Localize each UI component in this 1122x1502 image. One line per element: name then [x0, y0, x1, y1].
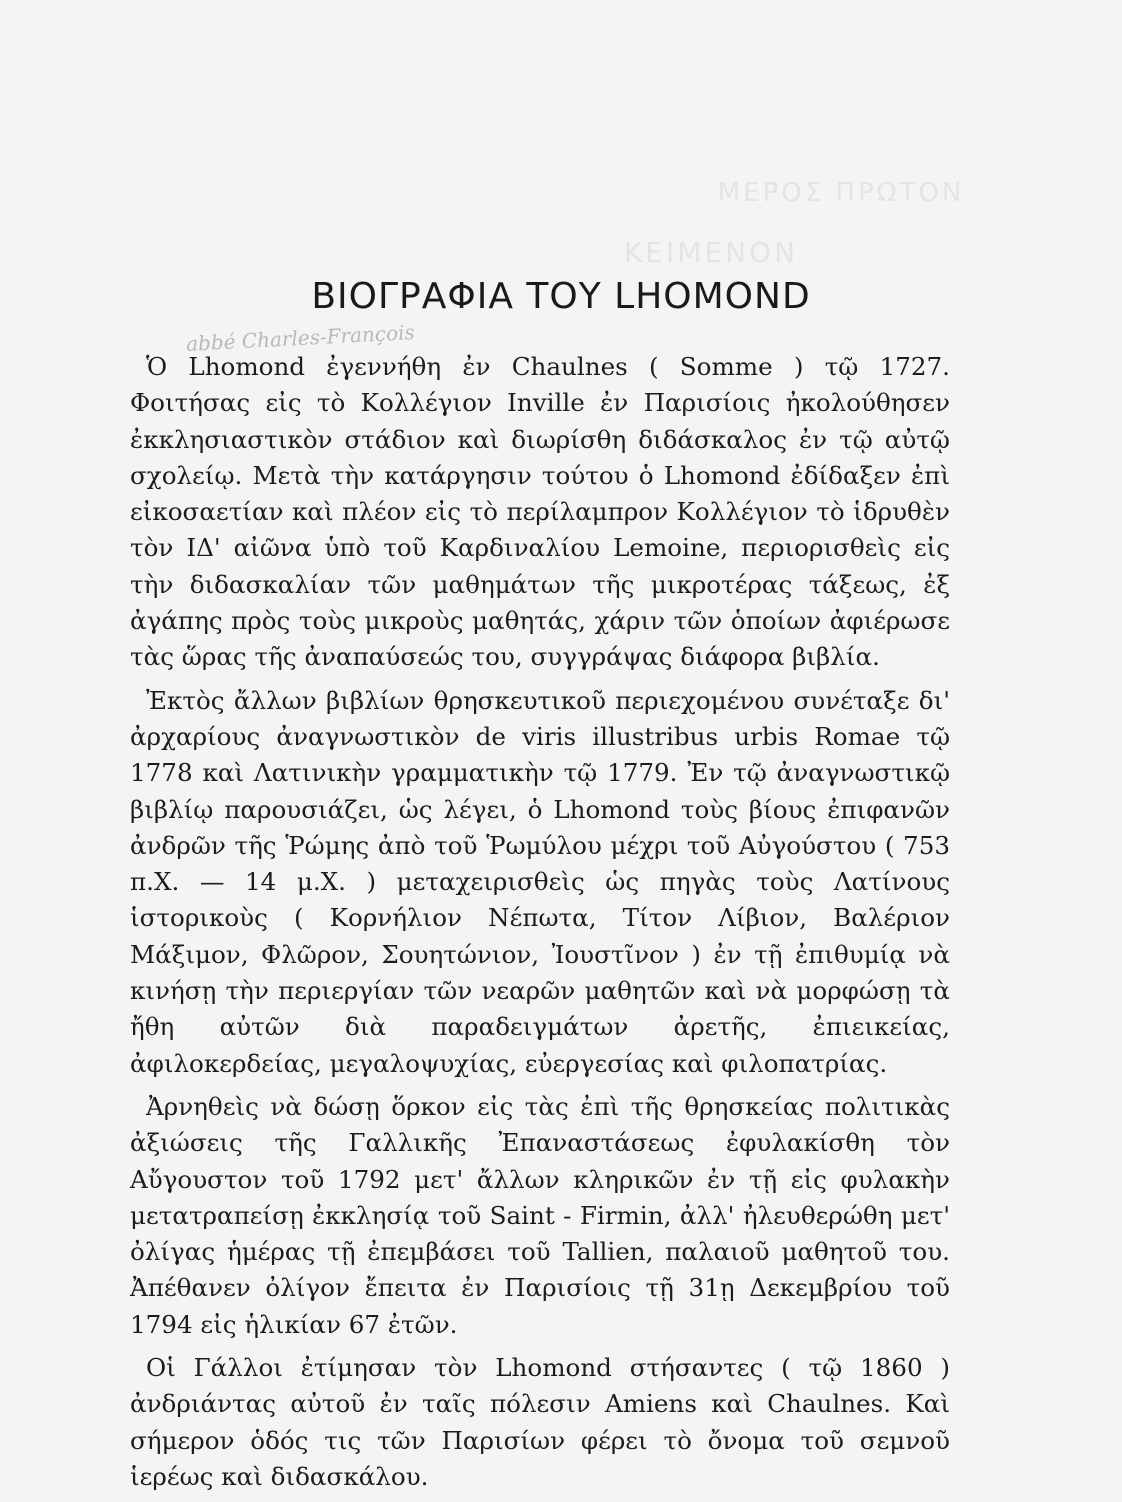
paragraph-legacy: Οἱ Γάλλοι ἐτίμησαν τὸν Lhomond στήσαντες ( τῷ 1860 ) ἀνδριάντας αὐτοῦ ἐν ταῖς πόλεσιν Amiens καὶ Chaulnes. Καὶ σήμερον ὁδός τις τῶν Παρισίων φέρει τὸ ὄνομα τοῦ σεμνοῦ ἱερέως καὶ διδασκάλου.: [130, 1353, 950, 1491]
bleed-through-subheading: ΚΕΙΜΕΝΟΝ: [623, 236, 799, 269]
page-title: ΒΙΟΓΡΑΦΙΑ ΤΟΥ LHOMOND: [311, 276, 811, 317]
paragraph-works: Ἐκτὸς ἄλλων βιβλίων θρησκευτικοῦ περιεχομένου συνέταξε δι' ἀρχαρίους ἀναγνωστικὸν de viris illustribus urbis Romae τῷ 1778 καὶ Λατινικὴν γραμματικὴν τῷ 1779. Ἐν τῷ ἀναγνωστικῷ βιβλίῳ παρουσιάζει, ὡς λέγει, ὁ Lhomond τοὺς βίους ἐπιφανῶν ἀνδρῶν τῆς Ῥώμης ἀπὸ τοῦ Ῥωμύλου μέχρι τοῦ Αὐγούστου ( 753 π.Χ. — 14 μ.Χ. ) μεταχειρισθεὶς ὡς πηγὰς τοὺς Λατίνους ἱστορικοὺς ( Κορνήλιον Νέπωτα, Τίτον Λίβιον, Βαλέριον Μάξιμον, Φλῶρον, Σουητώνιον, Ἰουστῖνον ) ἐν τῇ ἐπιθυμίᾳ νὰ κινήσῃ τὴν περιεργίαν τῶν νεαρῶν μαθητῶν καὶ νὰ μορφώσῃ τὰ ἤθη αὐτῶν διὰ παραδειγμάτων ἀρετῆς, ἐπιεικείας, ἀφιλοκερδείας, μεγαλοψυχίας, εὐεργεσίας καὶ φιλοπατρίας.: [130, 685, 950, 1078]
paragraph-birth-career: Ὁ Lhomond ἐγεννήθη ἐν Chaulnes ( Somme ) τῷ 1727. Φοιτήσας εἰς τὸ Κολλέγιον Inville ἐν Παρισίοις ἠκολούθησεν ἐκκλησιαστικὸν στάδιον καὶ διωρίσθη διδάσκαλος ἐν τῷ αὐτῷ σχολείῳ. Μετὰ τὴν κατάργησιν τούτου ὁ Lhomond ἐδίδαξεν ἐπὶ εἰκοσαετίαν καὶ πλέον εἰς τὸ περίλαμπρον Κολλέγιον τὸ ἱδρυθὲν τὸν ΙΔ' αἰῶνα ὑπὸ τοῦ Καρδιναλίου Lemoine, περιορισθεὶς εἰς τὴν διδασκαλίαν τῶν μαθημάτων τῆς μικροτέρας τάξεως, ἐξ ἀγάπης πρὸς τοὺς μικροὺς μαθητάς, χάριν τῶν ὁποίων ἀφιέρωσε τὰς ὥρας τῆς ἀναπαύσεώς του, συγγράψας διάφορα βιβλία.: [130, 352, 950, 672]
paragraph-revolution: Ἀρνηθεὶς νὰ δώσῃ ὅρκον εἰς τὰς ἐπὶ τῆς θρησκείας πολιτικὰς ἀξιώσεις τῆς Γαλλικῆς Ἐπαναστάσεως ἐφυλακίσθη τὸν Αὔγουστον τοῦ 1792 μετ' ἄλλων κληρικῶν ἐν τῇ εἰς φυλακὴν μετατραπείσῃ ἐκκλησίᾳ τοῦ Saint - Firmin, ἀλλ' ἠλευθερώθη μετ' ὀλίγας ἡμέρας τῇ ἐπεμβάσει τοῦ Tallien, παλαιοῦ μαθητοῦ του. Ἀπέθανεν ὀλίγον ἔπειτα ἐν Παρισίοις τῇ 31ῃ Δεκεμβρίου τοῦ 1794 εἰς ἡλικίαν 67 ἐτῶν.: [130, 1091, 950, 1339]
biography-body: [130, 349, 950, 1502]
handwritten-annotation: abbé Charles-François: [185, 320, 416, 356]
bleed-through-heading: ΜΕΡΟΣ ΠΡΩΤΟΝ: [717, 178, 965, 208]
